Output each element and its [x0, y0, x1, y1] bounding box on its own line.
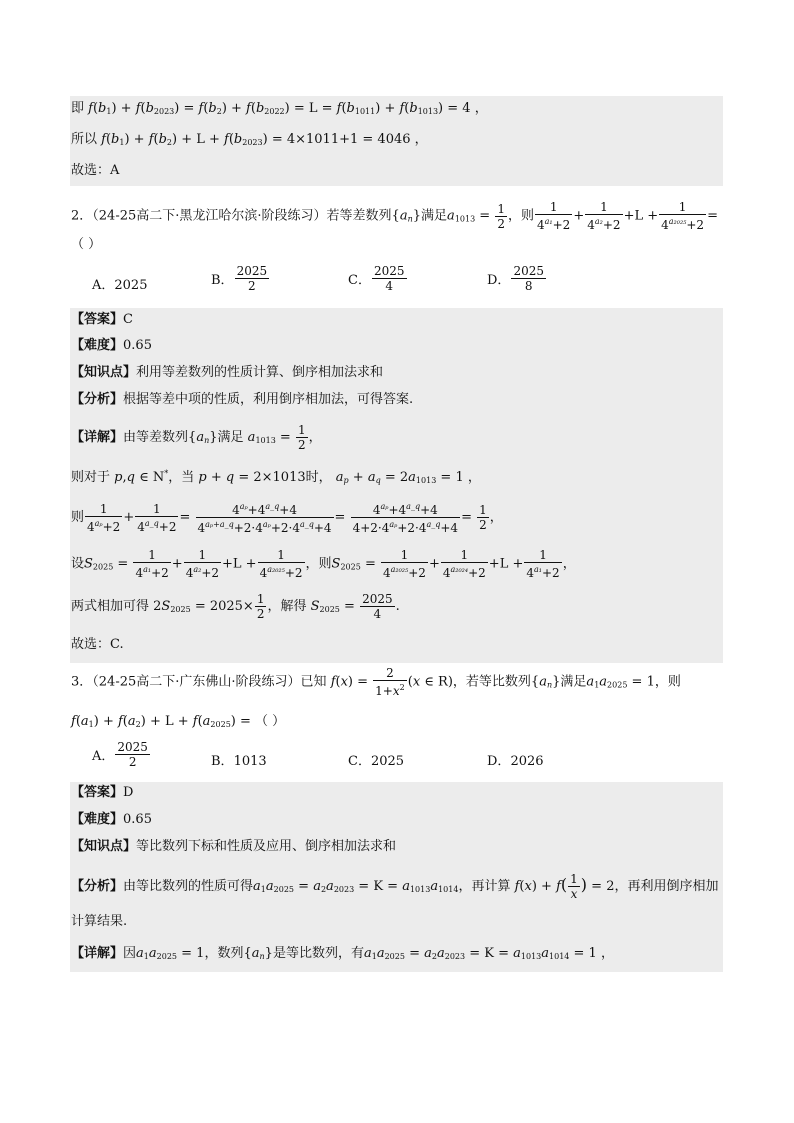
- q2-detail-4b: ，则: [305, 556, 332, 572]
- q2-option-c-num: 2025: [373, 264, 405, 278]
- q3-option-b[interactable]: [211, 750, 267, 769]
- q3-knowledge-text: 等比数列下标和性质及应用、倒序相加法求和: [136, 839, 397, 854]
- q3-answer: [71, 784, 723, 802]
- q3-option-a-num: 2025: [117, 740, 148, 754]
- q3-option-d[interactable]: [487, 750, 544, 769]
- q3-stem-c: 满足: [560, 674, 587, 690]
- q3-option-b-text: 1013: [233, 754, 267, 769]
- q2-answer: [71, 311, 723, 329]
- q2-option-c-letter: C．: [348, 273, 371, 288]
- q2-detail-5a: 两式相加可得: [71, 599, 150, 614]
- prev-line-1: 即 $f(b_1) + f(b_{2023}) = f(b_2) + f(b_{2022}) = L = f(b_{1011}) + f(b_{1013}) = 4$ ，: [71, 101, 488, 116]
- q3-analysis-b: ，再计算: [458, 879, 511, 894]
- q2-detail-2c: 时，: [305, 470, 332, 485]
- q3-detail-tag: 【详解】: [71, 946, 124, 961]
- q3-option-c-text: 2025: [370, 754, 405, 769]
- q2-knowledge: [71, 364, 723, 382]
- q2-difficulty-tag: 【难度】: [71, 338, 124, 353]
- q3-option-a-den: 2: [128, 755, 137, 769]
- q3-paren: （ ）: [255, 714, 286, 729]
- q3-stem-d: ，则: [654, 674, 681, 690]
- q3-option-a-letter: A．: [92, 749, 115, 764]
- q2-option-b-letter: B．: [211, 273, 234, 288]
- q3-knowledge-tag: 【知识点】: [71, 839, 137, 854]
- q2-option-b-num: 2025: [236, 264, 268, 278]
- q2-stem-b: 满足: [421, 208, 448, 224]
- q3-detail-b: ，数列: [204, 946, 244, 961]
- q2-answer-tag: 【答案】: [71, 312, 124, 327]
- q3-source: （24-25高二下·广东佛山·阶段练习）: [92, 674, 301, 690]
- q2-detail-3: 则 $\frac{1}{4^{a_p}+2}$ + $\frac{1}{4^{a\_q}+2}$ = $\frac{4^{a_p}+4^{a\_q}+4}{4^{a_p+a\_q}+2\cdot 4^{a_p}+2\cdot 4^{a\_q}+4}$ = $\frac{4^{a_p}+4^{a\_q}+4}{4+2\cdot 4^{a_p}+2\cdot 4^{a\_q}+4}$ = $\frac{1}{2}$ ，: [71, 501, 503, 535]
- q2-option-a-letter: A．: [92, 278, 115, 293]
- q3-answer-tag: 【答案】: [71, 785, 124, 800]
- q2-detail-4a: 设: [71, 556, 85, 572]
- q2-detail-2a: 则对于: [71, 470, 111, 485]
- q2-detail-5: 两式相加可得 $2S_{2025} = 2025\times$ $\frac{1}{2}$ ，解得 $S_{2025}$ = $\frac{2025}{4}$ .: [71, 592, 400, 621]
- q3-option-d-letter: D．: [487, 754, 511, 769]
- q3-option-d-text: 2026: [510, 754, 544, 769]
- q2-stem-a: 若等差数列: [326, 208, 392, 224]
- q2-detail-2: 则对于 p,q ∈ N*，当 p + q = 2×1013时， $a_p + a_q = 2a_{1013} = 1$ ，: [71, 469, 481, 485]
- q2-stem: 2．（24-25高二下·黑龙江哈尔滨·阶段练习）若等差数列$\{a_n\}$满足$a_{1013}$ = $\frac{1}{2}$ ，则 $\frac{1}{4^{a_1}+2}$ + $\frac{1}{4^{a_2}+2}$ +L + $\frac{1}{4^{a_{2025}}+2}$ =: [71, 200, 718, 232]
- q2-paren: （ ）: [71, 237, 102, 252]
- q3-option-a[interactable]: [92, 740, 151, 769]
- q3-stem-b: ，若等比数列: [452, 674, 531, 690]
- q3-stem: 3．（24-25高二下·广东佛山·阶段练习）已知 f(x) = $\frac{2}{1+x^2}$ (x ∈ R)，若等比数列$\{a_n\}$满足$a_1a_{2025} = 1$，则: [71, 666, 681, 698]
- q2-difficulty-value: 0.65: [123, 338, 152, 353]
- q3-option-b-letter: B．: [211, 754, 234, 769]
- q2-option-a-text: 2025: [114, 278, 148, 293]
- q3-stem-a: 已知: [300, 674, 327, 690]
- q2-detail-3-text: 则: [71, 510, 85, 525]
- prev-line-2-result: = 4×1011+1 = 4046 ，: [271, 132, 428, 147]
- q3-option-c[interactable]: [348, 750, 404, 769]
- q3-detail-c: 是等比数列，有: [272, 946, 364, 961]
- q2-option-d-den: 8: [524, 279, 533, 293]
- q2-option-d-num: 2025: [513, 264, 544, 278]
- q3-detail-a: 因: [123, 946, 137, 961]
- q2-detail-2b: ，当: [168, 470, 195, 485]
- prev-line-1-end: = 4 ，: [447, 101, 488, 116]
- q2-option-c-den: 4: [385, 279, 394, 293]
- q3-number: 3．: [71, 674, 93, 690]
- q3-analysis-tag: 【分析】: [71, 879, 124, 894]
- q2-option-b-den: 2: [248, 279, 256, 293]
- q2-answer-value: C: [123, 312, 133, 327]
- q3-difficulty-tag: 【难度】: [71, 812, 124, 827]
- q3-knowledge: [71, 838, 723, 856]
- q2-knowledge-text: 利用等差数列的性质计算、倒序相加法求和: [136, 365, 384, 380]
- q2-detail-5b: ，解得: [267, 599, 307, 614]
- q3-difficulty: [71, 811, 723, 829]
- q2-choice: 故选：C.: [71, 637, 124, 652]
- q2-analysis-tag: 【分析】: [71, 392, 124, 407]
- prev-choice: 故选：A: [71, 163, 120, 178]
- q2-stem-c: ，则: [507, 208, 534, 224]
- q2-detail-4: 设$S_{2025}$ = $\frac{1}{4^{a_1}+2}$ + $\frac{1}{4^{a_2}+2}$ +L + $\frac{1}{4^{a_{2025}}+2}$ ，则$S_{2025}$ = $\frac{1}{4^{a_{2025}}+2}$ + $\frac{1}{4^{a_{2024}}+2}$ +L + $\frac{1}{4^{a_1}+2}$ ，: [71, 548, 576, 580]
- q3-analysis-2: 计算结果.: [71, 914, 128, 929]
- q3-stem-2: $f(a_1) + f(a_2) + L + f(a_{2025})$ = （ ）: [71, 714, 286, 729]
- q2-option-a[interactable]: [92, 274, 147, 293]
- q2-knowledge-tag: 【知识点】: [71, 365, 137, 380]
- q2-number: 2．: [71, 208, 93, 224]
- q2-options: [92, 264, 712, 304]
- q3-difficulty-value: 0.65: [123, 812, 152, 827]
- q2-detail-1-text: 由等差数列: [123, 430, 189, 445]
- q2-source: （24-25高二下·黑龙江哈尔滨·阶段练习）: [92, 208, 327, 224]
- q2-analysis: [71, 391, 723, 409]
- q2-option-d[interactable]: [487, 264, 547, 293]
- q2-option-b[interactable]: [211, 264, 270, 293]
- q2-detail-1: 【详解】由等差数列$\{a_n\}$满足 $a_{1013}$ = $\frac{1}{2}$ ，: [71, 423, 322, 452]
- q2-detail-1b: 满足: [217, 430, 244, 445]
- q3-options: [92, 740, 712, 780]
- q3-analysis-c: ，再利用倒序相加: [614, 879, 719, 894]
- q2-difficulty: [71, 337, 723, 355]
- q3-answer-value: D: [123, 785, 134, 800]
- q3-analysis-a: 由等比数列的性质可得: [123, 879, 254, 894]
- q2-option-c[interactable]: [348, 264, 408, 293]
- q3-option-c-letter: C．: [348, 754, 371, 769]
- prev-line-2: 所以 $f(b_1) + f(b_2) + L + f(b_{2023}) = 4\times 1011+1 = 4046$ ，: [71, 132, 428, 147]
- q2-option-d-letter: D．: [487, 273, 511, 288]
- q3-analysis: 【分析】由等比数列的性质可得$a_1a_{2025} = a_2a_{2023} = K = a_{1013}a_{1014}$，再计算 f(x) + f( $\frac{1}{x}$ ) = 2，再利用倒序相加: [71, 872, 719, 901]
- q3-detail: 【详解】因$a_1a_{2025} = 1$，数列$\{a_n\}$是等比数列，有$a_1a_{2025} = a_2a_{2023} = K = a_{1013}a_{1014} = 1$ ，: [71, 946, 614, 961]
- q2-analysis-text: 根据等差中项的性质，利用倒序相加法，可得答案.: [123, 392, 414, 407]
- q2-detail-tag: 【详解】: [71, 430, 124, 445]
